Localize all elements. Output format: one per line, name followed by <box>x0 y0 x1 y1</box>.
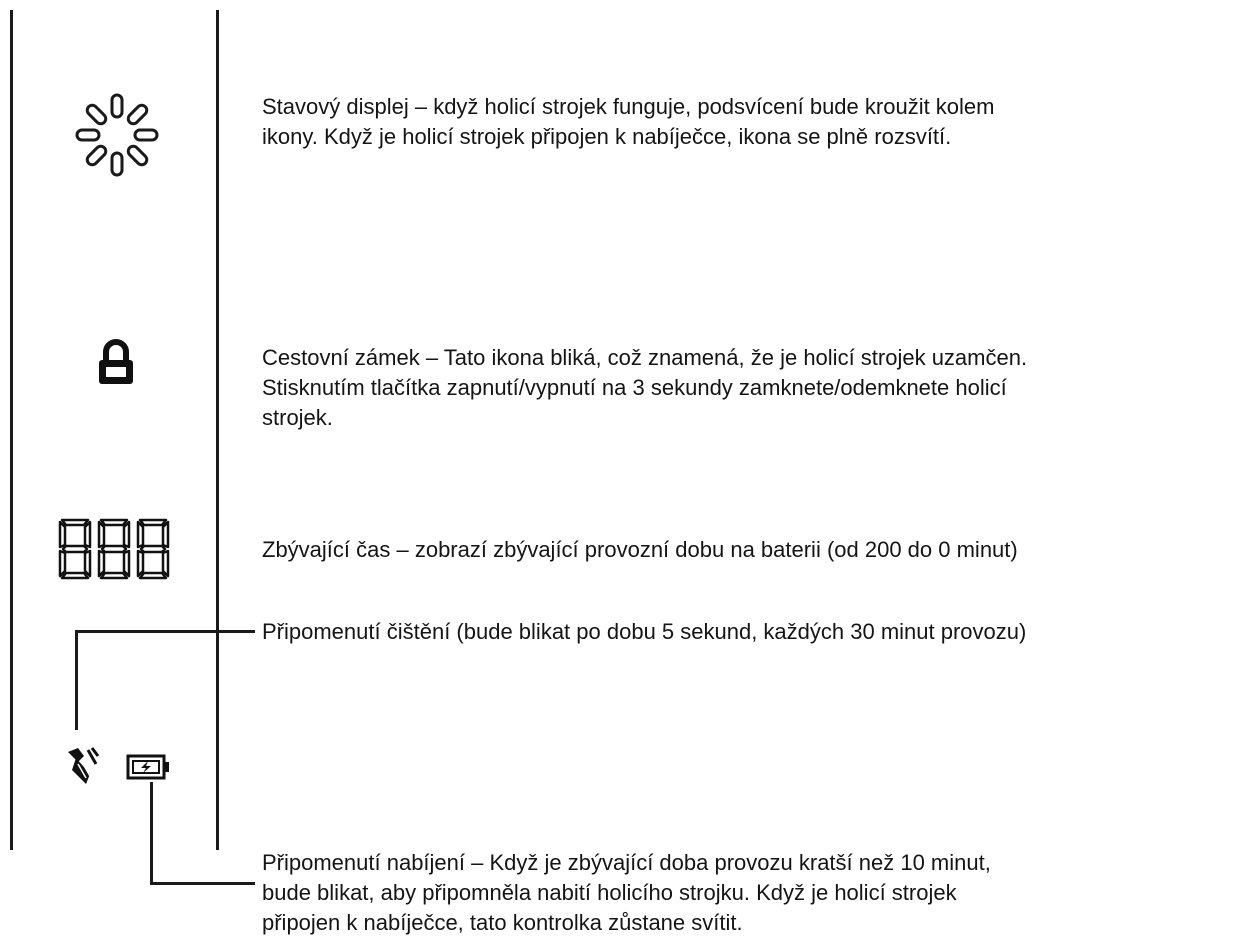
cleaning-reminder-leader-vertical <box>75 630 78 730</box>
description-line: Zbývající čas – zobrazí zbývající provozní dobu na baterii (od 200 do 0 minut) <box>262 537 1018 562</box>
battery-charging-icon <box>126 752 172 782</box>
description-line: připojen k nabíječce, tato kontrolka zůstane svítit. <box>262 910 743 935</box>
charging-reminder-description <box>262 848 991 938</box>
travel-lock-description <box>262 343 1027 433</box>
description-line: Stisknutím tlačítka zapnutí/vypnutí na 3 sekundy zamknete/odemknete holicí <box>262 375 1007 400</box>
display-left-border <box>10 10 13 850</box>
loading-spinner-icon <box>72 90 162 180</box>
padlock-icon <box>96 338 136 386</box>
description-line: Cestovní zámek – Tato ikona bliká, což znamená, že je holicí strojek uzamčen. <box>262 345 1028 370</box>
description-line: Stavový displej – když holicí strojek funguje, podsvícení bude kroužit kolem <box>262 94 995 119</box>
description-line: ikony. Když je holicí strojek připojen k nabíječce, ikona se plně rozsvítí. <box>262 124 952 149</box>
description-line: Připomenutí nabíjení – Když je zbývající doba provozu kratší než 10 minut, <box>262 850 991 875</box>
cleaning-brush-icon <box>64 744 100 788</box>
description-line: Připomenutí čištění (bude blikat po dobu 5 sekund, každých 30 minut provozu) <box>262 619 1027 644</box>
display-right-border <box>216 10 219 850</box>
cleaning-reminder-description <box>262 617 1026 647</box>
status-display-description <box>262 92 995 152</box>
seven-segment-888-icon <box>58 518 170 580</box>
remaining-time-description <box>262 535 1018 565</box>
cleaning-reminder-leader-horizontal <box>75 630 255 633</box>
charging-reminder-leader-vertical <box>150 782 153 885</box>
description-line: strojek. <box>262 405 333 430</box>
charging-reminder-leader-horizontal <box>150 882 255 885</box>
description-line: bude blikat, aby připomněla nabití holicího strojku. Když je holicí strojek <box>262 880 957 905</box>
